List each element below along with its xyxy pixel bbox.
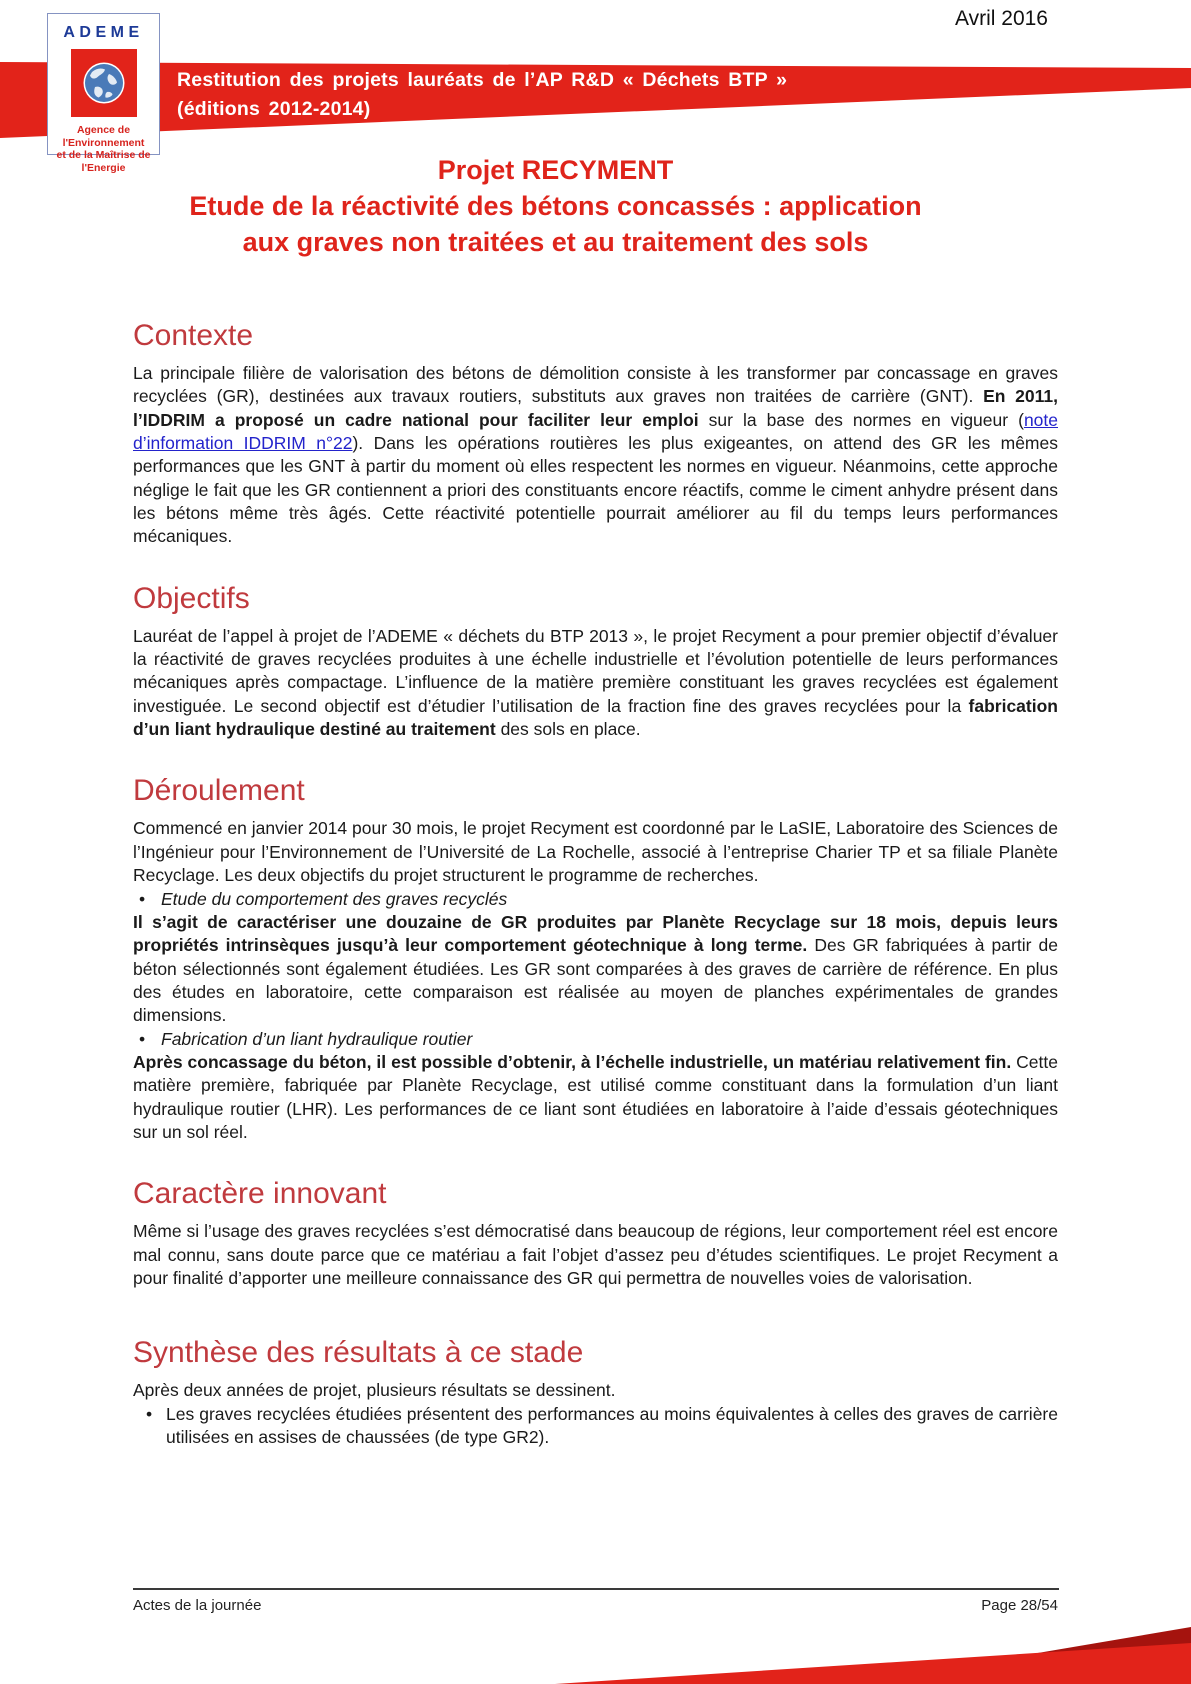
caractere-heading: Caractère innovant (133, 1177, 387, 1211)
text-segment: sur la base des normes en vigueur ( (698, 409, 1024, 430)
objectifs-paragraph (133, 625, 1058, 742)
synthese-bullet-1 (133, 1403, 1058, 1450)
ademe-logo-caption (48, 124, 159, 174)
iddrim-note-link[interactable]: note d’information IDDRIM n°22 (133, 409, 1058, 454)
text-segment: Après concassage du béton, il est possible d’obtenir, à l’échelle industrielle, un matériau relativement fin. (133, 1051, 1012, 1072)
contexte-paragraph (133, 362, 1058, 549)
ademe-logo-wordmark: ADEME (63, 24, 144, 41)
document-title (133, 152, 978, 260)
deroulement-paragraph-1 (133, 911, 1058, 1028)
deroulement-bullet-2-label: Fabrication d’un liant hydraulique routier (161, 1028, 473, 1049)
page-date: Avril 2016 (954, 7, 1048, 30)
contexte-heading: Contexte (133, 319, 254, 352)
text-segment: Commencé en janvier 2014 pour 30 mois, le projet Recyment est coordonné par le LaSIE, Laboratoire des Sciences de l’Ingénieur pour l’Environnement de l’Université de La Rochelle, associé à l’entreprise Charier TP et sa filiale Planète Recyclage. Les deux objectifs du projet structurent le programme de recherches. (133, 818, 1058, 886)
text-segment: Il s’agit de caractériser une douzaine de GR produites par Planète Recyclage sur 18 mois, depuis leurs propriétés intrinsèques jusqu’à leur comportement géotechnique à long terme. (133, 911, 1058, 956)
title-line1: Projet RECYMENT (437, 155, 674, 185)
synthese-heading: Synthèse des résultats à ce stade (133, 1336, 584, 1370)
deroulement-bullet-2 (133, 1028, 1058, 1051)
text-segment: Cette matière première, fabriquée par Planète Recyclage, est utilisé comme constituant dans la formulation d’un liant hydraulique routier (LHR). Les performances de ce liant sont étudiées en laboratoire à l’aide d’essais géotechniques sur un sol réel. (133, 1051, 1058, 1142)
text-segment: ). Dans les opérations routières les plus exigeantes, on attend des GR les mêmes performances que les GNT à partir du moment où elles respectent les normes en vigueur. Néanmoins, cette approche néglige le fait que les GR contiennent a priori des constituants encore réactifs, comme le ciment anhydre présent dans les bétons même très âgés. Cette réactivité potentielle pourrait améliorer au fil du temps leurs performances mécaniques. (133, 433, 1058, 547)
deroulement-heading: Déroulement (133, 774, 305, 808)
synthese-bullet-1-text: Les graves recyclées étudiées présentent des performances au moins équivalentes à celles des graves de carrière utilisées en assises de chaussées (de type GR2). (166, 1403, 1058, 1447)
deroulement-bullet-1 (133, 888, 1058, 911)
globe-icon (82, 61, 126, 105)
deroulement-paragraph-2 (133, 1051, 1058, 1144)
deroulement-intro-paragraph (133, 817, 1058, 887)
title-line3: aux graves non traitées et au traitement des sols (242, 227, 869, 257)
text-segment: La principale filière de valorisation des bétons de démolition consiste à les transformer par concassage en graves recyclées (GR), destinées aux travaux routiers, substituts aux graves non traitées de carrière (GNT). (133, 363, 1058, 407)
ademe-caption-line1: Agence de l'Environnement (62, 124, 145, 149)
text-segment: Lauréat de l’appel à projet de l’ADEME « déchets du BTP 2013 », le projet Recyment a pour premier objectif d’évaluer la réactivité de graves recyclées produites à une échelle industrielle et l’évolution potentielle de leurs performances mécaniques après compactage. L’influence de la matière première constituant les graves recyclées est également investiguée. Le second objectif est d’étudier l’utilisation de la fraction fine des graves recyclées pour la (133, 625, 1058, 716)
section-objectifs (133, 582, 1058, 742)
ademe-logo (47, 13, 160, 174)
section-deroulement (133, 774, 1058, 1144)
text-segment: En 2011, l’IDDRIM a proposé un cadre national pour faciliter leur emploi (133, 386, 1058, 430)
footer-document-name: Actes de la journée (133, 1597, 262, 1614)
document-content (133, 152, 1058, 1449)
banner-title-line2: (éditions 2012-2014) (177, 97, 371, 120)
text-segment: fabrication d’un liant hydraulique destiné au traitement (133, 695, 1058, 740)
banner-title-line1: Restitution des projets lauréats de l’AP R&D « Déchets BTP » (177, 69, 788, 91)
text-segment: Même si l’usage des graves recyclées s’est démocratisé dans beaucoup de régions, leur comportement réel est encore mal connu, sans doute parce que ce matériau a fait l’objet d’assez peu d’études scientifiques. Le projet Recyment a pour finalité d’apporter une meilleure connaissance des GR qui permettra de nouvelles voies de valorisation. (133, 1221, 1058, 1288)
bottom-red-wedge (0, 1614, 1191, 1684)
deroulement-bullet-1-label: Etude du comportement des graves recyclés (161, 888, 508, 909)
bullet-icon: • (146, 1403, 153, 1424)
footer-page-number: Page 28/54 (981, 1597, 1058, 1614)
bullet-icon: • (139, 888, 146, 909)
ademe-caption-line2: et de la Maîtrise de l'Energie (56, 149, 151, 174)
bullet-icon: • (139, 1028, 146, 1049)
banner-title (177, 66, 787, 123)
section-contexte (133, 319, 1058, 549)
objectifs-heading: Objectifs (133, 581, 250, 615)
footer-divider (133, 1588, 1059, 1590)
title-line2: Etude de la réactivité des bétons concassés : application (189, 191, 922, 221)
section-caractere-innovant (133, 1177, 1058, 1290)
synthese-intro: Après deux années de projet, plusieurs résultats se dessinent. (133, 1380, 616, 1401)
ademe-logo-red-square (71, 49, 137, 117)
text-segment: des sols en place. (495, 719, 641, 740)
caractere-paragraph (133, 1220, 1058, 1290)
section-synthese (133, 1336, 1058, 1449)
text-segment: Des GR fabriquées à partir de béton sélectionnés sont également étudiées. Les GR sont comparées à des graves de carrière de référence. En plus des études en laboratoire, cette comparaison est réalisée au moyen de planches expérimentales de grandes dimensions. (133, 935, 1058, 1026)
